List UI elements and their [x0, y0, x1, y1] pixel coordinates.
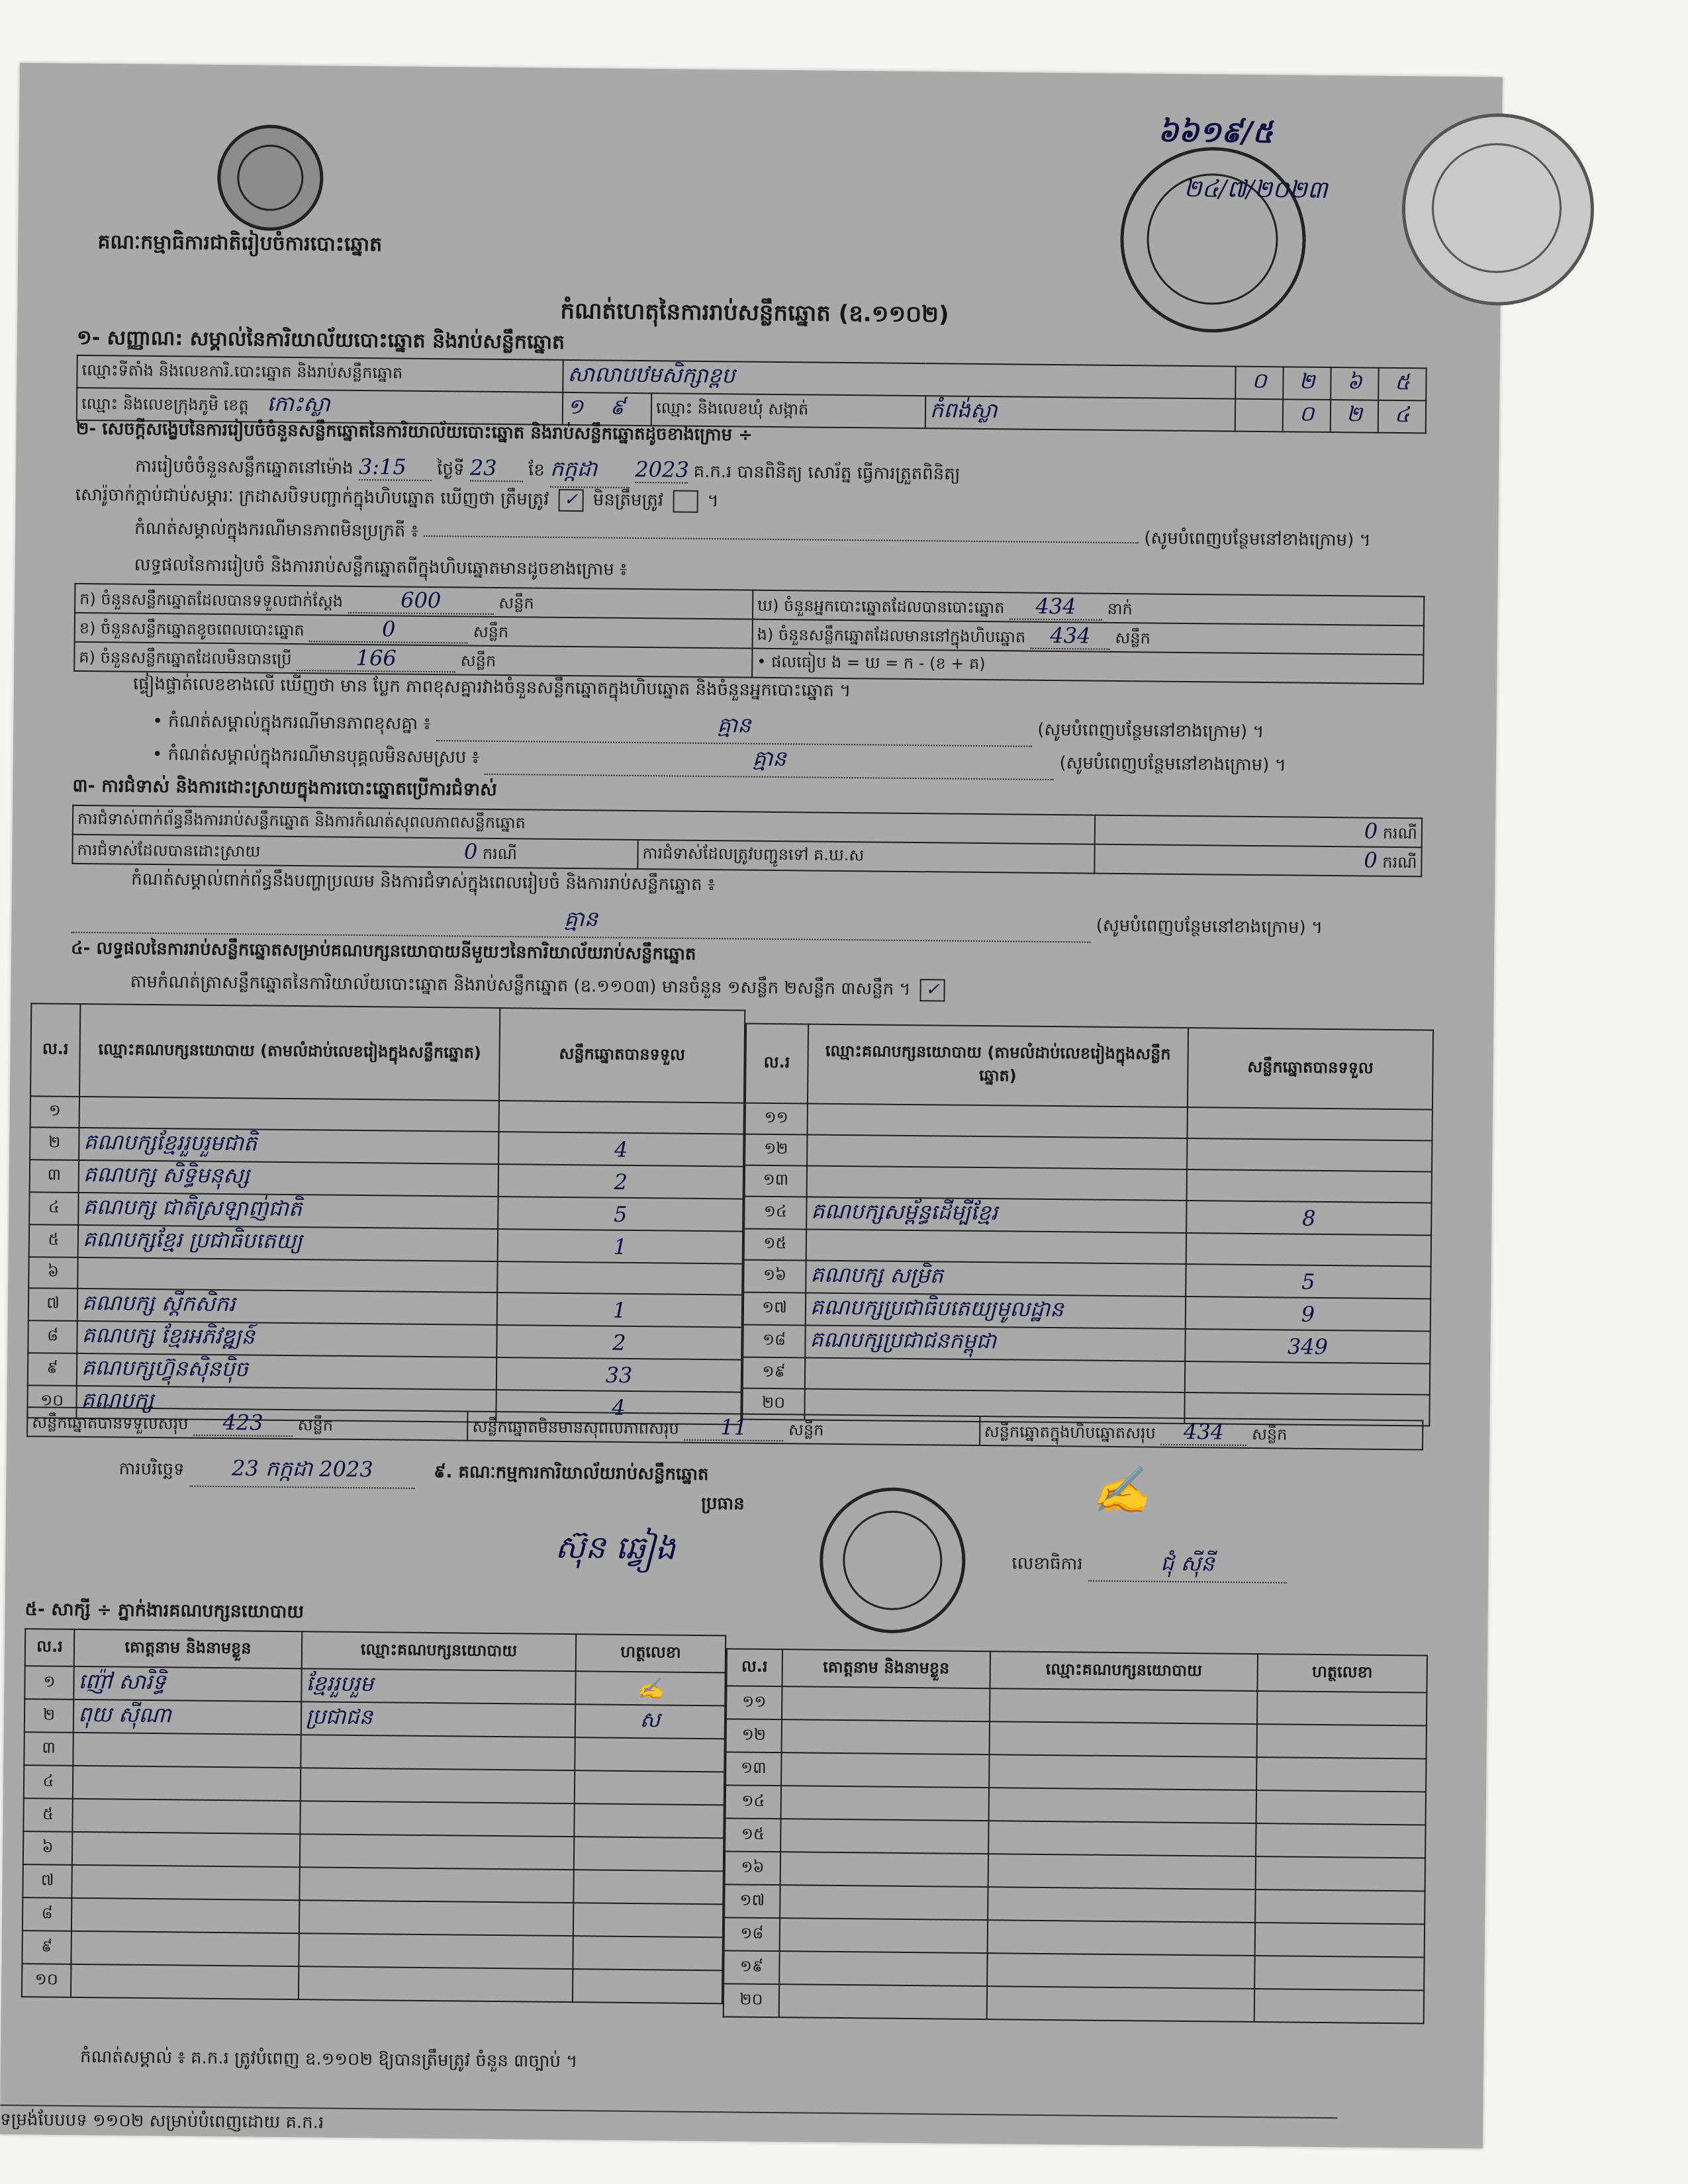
- witness-party: [300, 1834, 574, 1870]
- section4-intro: [130, 971, 949, 1004]
- committee-label: ៩. គណៈកម្មការការិយាល័យរាប់សន្លឹកឆ្នោត: [434, 1462, 709, 1485]
- province-code-digit: ១: [567, 393, 584, 420]
- col-no: ល.រ: [25, 1629, 75, 1666]
- row-k-label: ក) ចំនួនសន្លឹកឆ្នោតដែលបានទទួលជាក់ស្តែង: [79, 589, 344, 611]
- footnote: កំណត់សម្គាល់ ៖ គ.ក.រ ត្រូវបំពេញ ឧ.១១០២ ឱ្យបានត្រឹមត្រូវ ចំនួន ៣ច្បាប់ ។: [79, 2047, 578, 2072]
- row-number: ១១: [726, 1686, 782, 1719]
- row-number: ២០: [742, 1388, 804, 1420]
- party-votes: 1: [497, 1293, 742, 1328]
- section4-intro-text: តាមកំណត់ត្រាសន្លឹកឆ្នោតនៃការិយាល័យបោះឆ្នោត និងរាប់សន្លឹកឆ្នោត (ឧ.១១០៣) មានចំនួន ១សន្លឹក ២សន្លឹក ៣សន្លឹក ។: [130, 972, 911, 999]
- summary-intro: លទ្ធផលនៃការរៀបចំ និងការរាប់សន្លឹកឆ្នោតពីក្នុងហិបឆ្នោតមានដូចខាងក្រោម ៖: [134, 555, 628, 580]
- row-number: ១៤: [744, 1197, 806, 1230]
- row-number: ១២: [745, 1134, 807, 1166]
- form-footer: ទម្រង់បែបបទ ១១០២ សម្រាប់បំពេញដោយ គ.ក.រ: [0, 2105, 1337, 2146]
- bullet2-label: • កំណត់សម្គាល់ក្នុងករណីមានបុគ្គលមិនសមស្រប ៖: [152, 744, 480, 768]
- station-digit: ៥: [1378, 368, 1426, 401]
- row-number: ៨: [23, 1897, 71, 1931]
- col-party: ឈ្មោះគណបក្សនយោបាយ: [990, 1651, 1258, 1691]
- objection-row1-count: [1095, 815, 1422, 848]
- party-name: គណបក្សប្រជាជនកម្ពុជា: [805, 1325, 1185, 1361]
- witness-signature: [573, 1870, 723, 1904]
- unit-label: សន្លឹក: [1115, 628, 1150, 648]
- witness-table-left: [21, 1628, 726, 2004]
- bullet1-suffix: (សូមបំពេញបន្ថែមនៅខាងក្រោម) ។: [1037, 719, 1264, 743]
- row-number: ៤: [24, 1765, 73, 1799]
- unit-case: ករណី: [1382, 852, 1417, 872]
- bullet1-value: គ្មាន: [436, 709, 1032, 747]
- row-number: ១៣: [726, 1752, 781, 1786]
- row-number: ១០: [22, 1964, 71, 1997]
- discrepancy-line: ផ្ទៀងផ្ទាត់លេខខាងលើ ឃើញថា មាន ប្លែក ភាពខុសគ្នារវាងចំនួនសន្លឹកឆ្នោតក្នុងហិបឆ្នោត និងចំនួនអ្នកបោះឆ្នោត ។: [132, 674, 851, 702]
- row-number: ២០: [724, 1983, 779, 2017]
- row-number: ១៥: [744, 1229, 806, 1261]
- witness-party: [988, 1920, 1255, 1956]
- objection-note: កំណត់សម្គាល់ពាក់ព័ន្ធនឹងបញ្ហាប្រឈម និងការជំទាស់ក្នុងពេលរៀបចំ និងការរាប់សន្លឹកឆ្នោត ៖: [131, 869, 716, 895]
- col-no: ល.រ: [745, 1024, 808, 1104]
- witness-party: [299, 1900, 573, 1936]
- unit-label: សន្លឹក: [473, 622, 509, 642]
- witness-party: ខ្មែររួបរួម: [301, 1668, 575, 1704]
- party-votes: 33: [496, 1357, 741, 1392]
- witness-party: [987, 1953, 1254, 1989]
- party-name: គណបក្ស សម្រិត: [806, 1260, 1186, 1297]
- section4-title: ៤- លទ្ធផលនៃការរាប់សន្លឹកឆ្នោតសម្រាប់គណបក្សនយោបាយនីមួយៗនៃការិយាល័យរាប់សន្លឹកឆ្នោត: [71, 938, 696, 964]
- row-number: ១១: [745, 1103, 808, 1135]
- party-votes: [497, 1261, 742, 1295]
- party-votes: 4: [496, 1390, 741, 1425]
- row-ng-value: 434: [1031, 623, 1110, 650]
- witness-name: [73, 1733, 301, 1768]
- row-number: ១៥: [725, 1818, 780, 1852]
- province-value: កោះស្លា: [267, 390, 330, 417]
- party-votes: [1185, 1361, 1430, 1395]
- row-number: ១៦: [743, 1260, 806, 1293]
- party-name: [807, 1165, 1187, 1201]
- objection-note-suffix: (សូមបំពេញបន្ថែមនៅខាងក្រោម) ។: [1096, 915, 1323, 938]
- witness-signature: ស: [575, 1704, 725, 1739]
- witness-name: [72, 1799, 300, 1834]
- box-total-value: 434: [1160, 1419, 1246, 1446]
- witness-signature: [1255, 1923, 1425, 1957]
- witness-name: [71, 1898, 299, 1933]
- party-votes: 8: [1186, 1201, 1431, 1236]
- row-kh-label: ខ) ចំនួនសន្លឹកឆ្នោតខូចពេលបោះឆ្នោត: [79, 618, 305, 640]
- form-sheet: [0, 63, 1503, 2148]
- section3-title: ៣- ការជំទាស់ និងការដោះស្រាយក្នុងការបោះឆ្នោតប្រើការជំទាស់: [72, 775, 497, 800]
- incorrect-label: មិនត្រឹមត្រូវ: [592, 490, 664, 511]
- row-kh-value: 0: [309, 615, 468, 643]
- row-number: ៥: [23, 1798, 72, 1832]
- witness-table-right: [723, 1648, 1428, 2024]
- prep-month: កក្កដា: [550, 455, 630, 488]
- commune-label: ឈ្មោះ និងលេខឃុំ សង្កាត់: [651, 393, 925, 428]
- witness-name: [779, 1951, 987, 1986]
- commune-digit: ៤: [1378, 400, 1426, 433]
- witness-party: [299, 1933, 573, 1969]
- invalid-total-label: សន្លឹកឆ្នោតមិនមានសុពលភាពសរុប: [472, 1417, 679, 1438]
- witness-name: [782, 1719, 990, 1754]
- witness-name: [73, 1766, 301, 1801]
- section2-title: ២- សេចក្តីសង្ខេបនៃការរៀបចំចំនួនសន្លឹកឆ្នោតនៃការិយាល័យបោះឆ្នោត និងរាប់សន្លឹកឆ្នោតដូចខាងក្រោម ÷: [75, 418, 753, 445]
- witness-name: [71, 1931, 299, 1966]
- party-votes: 349: [1185, 1329, 1430, 1364]
- objection-row2b: ការជំទាស់ដែលត្រូវបញ្ជូនទៅ គ.ឃ.ស: [637, 840, 1094, 874]
- station-digit: ០: [1235, 367, 1283, 400]
- table-row: [724, 1983, 1424, 2023]
- valid-total-value: 423: [193, 1410, 293, 1437]
- received-stamp-icon: [1401, 113, 1595, 306]
- line1-text-a: ការរៀបចំចំនួនសន្លឹកឆ្នោតនៅម៉ោង: [135, 456, 353, 478]
- witness-signature: [1257, 1691, 1427, 1725]
- witness-signature: [1254, 1956, 1424, 1990]
- objection-row2b-count: [1094, 844, 1421, 877]
- witness-signature: [1256, 1856, 1425, 1891]
- signing-date-value: 23 កក្កដា 2023: [190, 1455, 415, 1489]
- row-number: ២: [30, 1127, 79, 1160]
- witness-signature: [1256, 1757, 1426, 1792]
- row-number: ១៣: [745, 1165, 807, 1197]
- row-number: ៩: [28, 1353, 77, 1386]
- secretary-signature-icon: ✍: [1091, 1463, 1150, 1518]
- party-name: គណបក្សខ្មែរ ប្រជាធិបតេយ្យ: [78, 1225, 498, 1261]
- row-number: ១៧: [743, 1293, 806, 1326]
- row-number: ៧: [28, 1288, 77, 1321]
- witness-signature: [1255, 1889, 1425, 1924]
- party-name: គណបក្សប្រជាធិបតេយ្យមូលដ្ឋាន: [806, 1293, 1186, 1329]
- witness-signature: [573, 1969, 722, 2003]
- bullet1-label: • កំណត់សម្គាល់ក្នុងករណីមានភាពខុសគ្នា ៖: [152, 711, 431, 735]
- commune-digit: ២: [1331, 400, 1378, 433]
- witness-name: [780, 1819, 988, 1854]
- col-name: គោត្តនាម និងនាមខ្លួន: [782, 1649, 991, 1688]
- anomaly-note-label: កំណត់សម្គាល់ក្នុងករណីមានភាពមិនប្រក្រតី ៖: [134, 518, 419, 541]
- witness-signature: [1254, 1989, 1424, 2023]
- witness-name: [71, 1964, 299, 1999]
- party-votes: 5: [1186, 1264, 1430, 1299]
- col-name: គោត្តនាម និងនាមខ្លួន: [74, 1629, 303, 1668]
- witness-name: [781, 1786, 989, 1821]
- province-code-digit: ៩: [610, 394, 626, 420]
- witness-party: [988, 1854, 1256, 1889]
- party-name: [808, 1103, 1188, 1138]
- party-name: [805, 1357, 1185, 1392]
- row-g: [74, 642, 752, 678]
- col-party: ឈ្មោះគណបក្សនយោបាយ (តាមលំដាប់លេខរៀងក្នុងសន្លឹកឆ្នោត): [808, 1024, 1188, 1108]
- party-name: [806, 1229, 1186, 1264]
- station-digit: ៦: [1331, 367, 1378, 400]
- line2-text: សោរ៉ូចាក់ក្តាប់ជាប់សម្ភារៈ ក្រដាសបិទបញ្ជាក់ក្នុងហិបឆ្នោត ឃើញថា ត្រឹមត្រូវ: [75, 484, 549, 510]
- witness-name: [780, 1852, 988, 1887]
- commune-digit: ០: [1283, 399, 1331, 432]
- row-number: ៦: [28, 1257, 77, 1289]
- col-party: ឈ្មោះគណបក្សនយោបាយ: [302, 1631, 577, 1671]
- row-number: ១៤: [726, 1785, 781, 1819]
- results-table-left: [26, 1003, 745, 1425]
- row-k-value: 600: [348, 587, 494, 615]
- witness-party: [990, 1721, 1257, 1757]
- stamp-date: ២៤/៧/២០២៣: [1184, 175, 1328, 204]
- secretary-label: លេខាធិការ: [1011, 1553, 1083, 1574]
- witness-signature: [574, 1803, 724, 1838]
- results-table-right: [741, 1023, 1434, 1427]
- party-name: គណបក្សសម្ព័ន្ធដើម្បីខ្មែរ: [806, 1197, 1186, 1233]
- witness-name: ញ៉ៅ សារិទ្ធិ: [73, 1666, 301, 1702]
- row-number: ១០: [27, 1385, 76, 1418]
- objection-row2-label: ការជំទាស់ដែលបានដោះស្រាយ: [77, 840, 261, 861]
- row-number: ១: [24, 1666, 73, 1700]
- witness-signature: [1257, 1724, 1427, 1758]
- form-title: កំណត់ហេតុនៃការរាប់សន្លឹកឆ្នោត (ឧ.១១០២): [560, 297, 949, 328]
- witness-signature: [1256, 1823, 1425, 1858]
- box-total-label: សន្លឹកឆ្នោតក្នុងហិបឆ្នោតសរុប: [984, 1422, 1156, 1443]
- objection-note-value: គ្មាន: [71, 901, 1090, 943]
- witness-party: [299, 1867, 573, 1903]
- three-sheets-checkbox[interactable]: ✓: [920, 979, 945, 1001]
- formula: • ផលធៀប ង = ឃ = ក - (ខ + គ): [752, 649, 1423, 684]
- party-name: គណបក្សខ្មែររួបរួមជាតិ: [79, 1128, 498, 1164]
- col-votes: សន្លឹកឆ្នោតបានទទួល: [1188, 1028, 1433, 1110]
- authority-name: គណៈកម្មាធិការជាតិរៀបចំការបោះឆ្នោត: [97, 230, 383, 257]
- witness-name: [782, 1686, 990, 1721]
- invalid-total-value: 11: [684, 1414, 783, 1441]
- witness-party: [989, 1788, 1256, 1823]
- signing-date: [118, 1454, 708, 1492]
- col-votes: សន្លឹកឆ្នោតបានទទួល: [499, 1008, 745, 1103]
- col-sign: ហត្ថលេខា: [1257, 1654, 1427, 1692]
- valid-total-label: សន្លឹកឆ្នោតបានទទួលសរុប: [32, 1413, 189, 1433]
- commune-value: កំពង់ស្លា: [925, 396, 1235, 431]
- line1-text-b: ថ្ងៃទី: [437, 459, 465, 480]
- col-party: ឈ្មោះគណបក្សនយោបាយ (តាមលំដាប់លេខរៀងក្នុងសន្លឹកឆ្នោត): [79, 1004, 500, 1101]
- unit-case: ករណី: [1382, 823, 1418, 843]
- witness-name: [780, 1885, 988, 1920]
- line1-text-c: ខែ: [528, 460, 545, 480]
- row-number: ៣: [30, 1160, 79, 1193]
- witness-name: [780, 1918, 988, 1953]
- prep-year: 2023: [635, 456, 689, 482]
- secretary-name: ជុំ ស៊ីនី: [1088, 1549, 1287, 1584]
- row-number: ១៨: [724, 1917, 780, 1951]
- objection-table: [71, 805, 1423, 878]
- witness-party: [301, 1768, 575, 1803]
- row-gh-value: 434: [1009, 593, 1102, 620]
- valid-total: [27, 1407, 468, 1440]
- party-votes: 1: [498, 1229, 743, 1264]
- row-gh-label: ឃ) ចំនួនអ្នកបោះឆ្នោតដែលបានបោះឆ្នោត: [757, 596, 1005, 617]
- row-g-value: 166: [297, 645, 455, 672]
- witness-signature: [1256, 1790, 1426, 1825]
- national-emblem-icon: [217, 124, 324, 232]
- correct-checkbox[interactable]: ✓: [558, 488, 583, 511]
- witness-party: [300, 1801, 574, 1837]
- party-name: គណបក្ស ខ្មែរអភិវឌ្ឍន៍: [77, 1321, 496, 1357]
- bullet2-suffix: (សូមបំពេញបន្ថែមនៅខាងក្រោម) ។: [1059, 753, 1286, 776]
- party-name: [807, 1134, 1187, 1169]
- row-number: ១: [30, 1096, 79, 1128]
- party-votes: 2: [496, 1325, 741, 1360]
- witness-name: [781, 1752, 989, 1788]
- committee-stamp-icon: [819, 1487, 966, 1634]
- party-name: គណបក្ស ជាតិស្រឡាញ់ជាតិ: [78, 1193, 498, 1229]
- party-votes: 4: [498, 1132, 743, 1167]
- row-number: ១៩: [743, 1357, 805, 1389]
- location-label: ឈ្មោះទីតាំង និងលេខការិ.បោះឆ្នោត និងរាប់សន្លឹកឆ្នោត: [77, 355, 563, 392]
- row-number: ៦: [23, 1831, 72, 1865]
- station-digit: ២: [1283, 367, 1331, 400]
- invalid-total: [467, 1412, 980, 1445]
- witness-signature: [573, 1936, 722, 1970]
- unit-label: សន្លឹក: [1251, 1424, 1288, 1444]
- province-label-text: ឈ្មោះ និងលេខក្រុងភូមិ ខេត្ត: [81, 394, 249, 415]
- signing-date-label: ការបរិច្ឆេទ: [118, 1459, 185, 1480]
- row-number: ១២: [726, 1719, 782, 1752]
- province-code: [563, 392, 651, 426]
- secretary: [1011, 1548, 1287, 1583]
- row-number: ២: [24, 1699, 73, 1733]
- row-number: ១៦: [725, 1851, 780, 1885]
- row-number: ៩: [22, 1931, 71, 1964]
- row-ng-label: ង) ចំនួនសន្លឹកឆ្នោតដែលមាននៅក្នុងហិបឆ្នោត: [757, 625, 1026, 647]
- location-value: សាលាបឋមសិក្សាខ្ពប: [563, 360, 1235, 399]
- party-votes: 5: [498, 1197, 743, 1232]
- party-votes: [499, 1101, 744, 1134]
- anomaly-note-suffix: (សូមបំពេញបន្ថែមនៅខាងក្រោម) ។: [1144, 528, 1371, 551]
- witness-party: [988, 1887, 1255, 1923]
- line1-text-d: គ.ក.រ បានពិនិត្យ សោរ័ត្ន ធ្វើការត្រួតពិនិត្យ: [693, 461, 961, 484]
- objection-row2b-value: 0: [1364, 847, 1378, 873]
- col-no: ល.រ: [30, 1003, 80, 1097]
- party-votes: 9: [1186, 1297, 1430, 1332]
- section5-title: ៥- សាក្សី ÷ ភ្នាក់ងារគណបក្សនយោបាយ: [24, 1599, 305, 1623]
- unit-label: សន្លឹក: [788, 1420, 824, 1439]
- bullet2-value: គ្មាន: [485, 743, 1054, 780]
- section1-title: ១- សញ្ញាណ: សម្គាល់នៃការិយាល័យបោះឆ្នោត និងរាប់សន្លឹកឆ្នោត: [76, 326, 565, 354]
- unit-label: សន្លឹក: [498, 593, 534, 613]
- section2-line2: សោរ៉ូចាក់ក្តាប់ជាប់សម្ភារៈ ក្រដាសបិទបញ្ជាក់ក្នុងហិបឆ្នោត ឃើញថា ត្រឹមត្រូវ ✓ មិនត្រឹមត្រូវ ។: [75, 484, 719, 515]
- row-number: ១៧: [724, 1884, 780, 1918]
- prep-day: 23: [470, 455, 523, 482]
- row-number: ៣: [24, 1732, 73, 1766]
- row-number: ៧: [23, 1864, 71, 1898]
- witness-name: [72, 1832, 300, 1867]
- witness-signature: [574, 1837, 724, 1871]
- party-votes: [1187, 1107, 1432, 1141]
- row-number: ១៨: [743, 1325, 805, 1358]
- row-g-label: គ) ចំនួនសន្លឹកឆ្នោតដែលមិនបានប្រើ: [79, 647, 292, 668]
- witness-signature: ✍: [575, 1671, 725, 1706]
- witness-party: [988, 1821, 1256, 1856]
- unit-case: ករណី: [482, 844, 518, 864]
- box-total: [980, 1416, 1423, 1449]
- row-number: ៤: [29, 1192, 78, 1225]
- party-votes: [1187, 1169, 1432, 1203]
- party-votes: [1187, 1138, 1432, 1172]
- witness-party: [987, 1986, 1254, 2022]
- objection-row2: [72, 835, 637, 869]
- party-name: គណបក្ស: [76, 1386, 496, 1422]
- objection-row1-label: ការជំទាស់ពាក់ព័ន្ធនឹងការរាប់សន្លឹកឆ្នោត និងការកំណត់សុពលភាពសន្លឹកឆ្នោត: [77, 809, 526, 832]
- blank-digit: [1235, 399, 1283, 432]
- party-name: [77, 1257, 497, 1293]
- witness-signature: [575, 1770, 724, 1805]
- witness-party: [989, 1754, 1256, 1790]
- incorrect-checkbox[interactable]: [673, 490, 698, 512]
- party-votes: 2: [498, 1164, 743, 1199]
- witness-name: [71, 1865, 299, 1900]
- unit-label: នាក់: [1107, 599, 1133, 619]
- count-summary-table: [73, 583, 1425, 685]
- unit-label: សន្លឹក: [460, 651, 496, 670]
- row-number: ៨: [28, 1320, 77, 1353]
- col-no: ល.រ: [727, 1649, 783, 1686]
- witness-party: ប្រជាជន: [301, 1702, 575, 1737]
- witness-signature: [575, 1737, 724, 1772]
- anomaly-note: [134, 518, 1419, 555]
- row-number: ៥: [29, 1224, 78, 1257]
- objection-row1-value: 0: [1364, 818, 1378, 844]
- chief-label: ប្រធាន: [701, 1493, 745, 1514]
- party-votes: [1186, 1233, 1431, 1267]
- unit-label: សន្លឹក: [297, 1416, 334, 1435]
- prep-time: 3:15: [359, 454, 432, 481]
- party-name: គណបក្ស ស្តីកសិករ: [77, 1289, 497, 1325]
- witness-name: [779, 1984, 987, 2019]
- witness-party: [990, 1688, 1257, 1724]
- anomaly-note-line: [424, 535, 1139, 543]
- party-name: [79, 1097, 499, 1132]
- col-sign: ហត្ថលេខា: [576, 1634, 726, 1672]
- chief-signature: ស៊ុន ឆ្វៀង: [555, 1528, 676, 1567]
- witness-party: [301, 1735, 575, 1770]
- stamp-number: ៦៦១៩/៥: [1157, 114, 1274, 150]
- objection-row2-value: 0: [463, 839, 478, 864]
- row-number: ១៩: [724, 1950, 779, 1984]
- witness-signature: [573, 1903, 723, 1937]
- witness-party: [299, 1966, 573, 2002]
- table-row: [22, 1964, 722, 2003]
- party-name: គណបក្សហ៊្វុនស៊ិនប៉ិច: [77, 1353, 496, 1390]
- party-name: គណបក្ស សិទ្ធិមនុស្ស: [79, 1160, 498, 1197]
- witness-name: ពុយ ស៊ីណា: [73, 1700, 301, 1735]
